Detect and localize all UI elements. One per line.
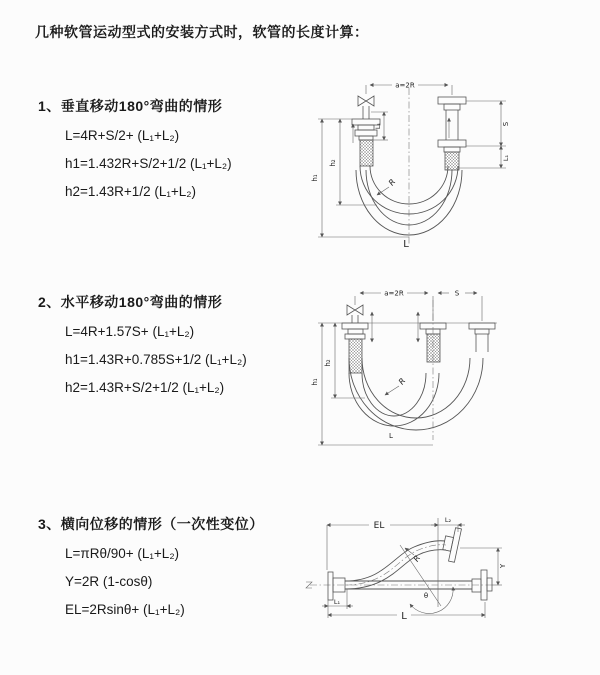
hose-bend-arcs xyxy=(349,358,483,430)
valve-icon xyxy=(347,305,363,315)
braided-hose-section xyxy=(360,140,373,166)
dim-label-h1: h₁ xyxy=(311,378,319,386)
dim-label-h2: h₂ xyxy=(329,159,337,167)
dim-label-h2: h₂ xyxy=(324,359,332,367)
dim-label-y: Y xyxy=(499,563,507,569)
dimension-s xyxy=(466,101,510,146)
formula-h1: h1=1.43R+0.785S+1/2 (L₁+L₂) xyxy=(65,352,247,367)
dim-label-s: S xyxy=(502,121,510,127)
formula-length: L=πRθ/90+ (L₁+L₂) xyxy=(65,546,180,561)
section-1-heading: 1、垂直移动180°弯曲的情形 xyxy=(38,98,223,114)
dim-label-l1: L₁ xyxy=(502,154,510,162)
braided-hose-section xyxy=(349,339,362,373)
formula-y: Y=2R (1-cosθ) xyxy=(65,574,153,589)
dimension-l2 xyxy=(431,516,465,532)
valve-icon xyxy=(358,96,374,106)
section-horizontal-bend xyxy=(38,292,308,402)
dim-label-r: R xyxy=(396,376,408,387)
dim-label-s: S xyxy=(454,289,460,298)
formula-h2: h2=1.43R+S/2+1/2 (L₁+L₂) xyxy=(65,380,225,395)
left-pipe-fitting xyxy=(352,106,380,166)
formula-length: L=4R+S/2+ (L₁+L₂) xyxy=(65,128,180,143)
right-pipe-fitting xyxy=(469,323,495,352)
dim-label-l1: L₁ xyxy=(333,598,341,606)
dim-label-l2: L₂ xyxy=(444,516,452,524)
section-lateral-displacement xyxy=(38,514,308,624)
dim-label-el: EL xyxy=(373,521,385,531)
dim-label-a2r: a=2R xyxy=(384,289,404,298)
dim-label-l1: L₁ xyxy=(374,122,382,130)
section-3-heading: 3、横向位移的情形（一次性变位） xyxy=(38,516,264,532)
radius-leader xyxy=(385,376,407,395)
angle-theta xyxy=(410,587,453,614)
dimension-el xyxy=(327,518,438,607)
dim-label-h1: h₁ xyxy=(311,174,319,182)
formula-h2: h2=1.43R+1/2 (L₁+L₂) xyxy=(65,184,197,199)
right-pipe-fitting-lower xyxy=(438,140,466,170)
dimension-a-2r xyxy=(355,290,482,322)
section-2-heading: 2、水平移动180°弯曲的情形 xyxy=(38,294,223,310)
left-flange-fitting xyxy=(328,572,345,600)
formula-length: L=4R+1.57S+ (L₁+L₂) xyxy=(65,324,195,339)
dim-label-r: R xyxy=(386,177,398,188)
section-vertical-bend xyxy=(38,96,308,206)
dimension-h1 xyxy=(311,119,409,237)
dim-label-l: L xyxy=(401,611,407,622)
dim-label-r: R xyxy=(411,553,423,564)
dimension-l1-right xyxy=(459,146,510,168)
diagram-vertical-180-bend xyxy=(305,68,595,263)
page-title: 几种软管运动型式的安装方式时，软管的长度计算： xyxy=(35,24,369,40)
braided-hose-section xyxy=(427,334,440,362)
diagram-horizontal-180-bend xyxy=(305,278,595,453)
formula-el: EL=2Rsinθ+ (L₁+L₂) xyxy=(65,602,185,617)
braided-hose-section xyxy=(445,152,459,170)
dimension-s xyxy=(438,290,477,298)
diagram-lateral-displacement xyxy=(298,498,598,653)
formula-h1: h1=1.432R+S/2+1/2 (L₁+L₂) xyxy=(65,156,232,171)
right-pipe-fitting-upper xyxy=(438,97,466,140)
left-pipe-fitting xyxy=(342,323,368,373)
radius-leader xyxy=(377,177,397,195)
dim-label-l: L xyxy=(389,432,393,440)
hose-displaced-position xyxy=(345,541,446,589)
displaced-flange-fitting xyxy=(441,526,462,562)
radius-leader xyxy=(405,548,422,563)
dimension-y xyxy=(460,548,507,585)
dim-label-a2r: a=2R xyxy=(395,81,415,90)
dim-label-theta: θ xyxy=(423,592,429,600)
dim-label-l: L xyxy=(403,239,409,250)
dimension-l xyxy=(328,600,485,622)
